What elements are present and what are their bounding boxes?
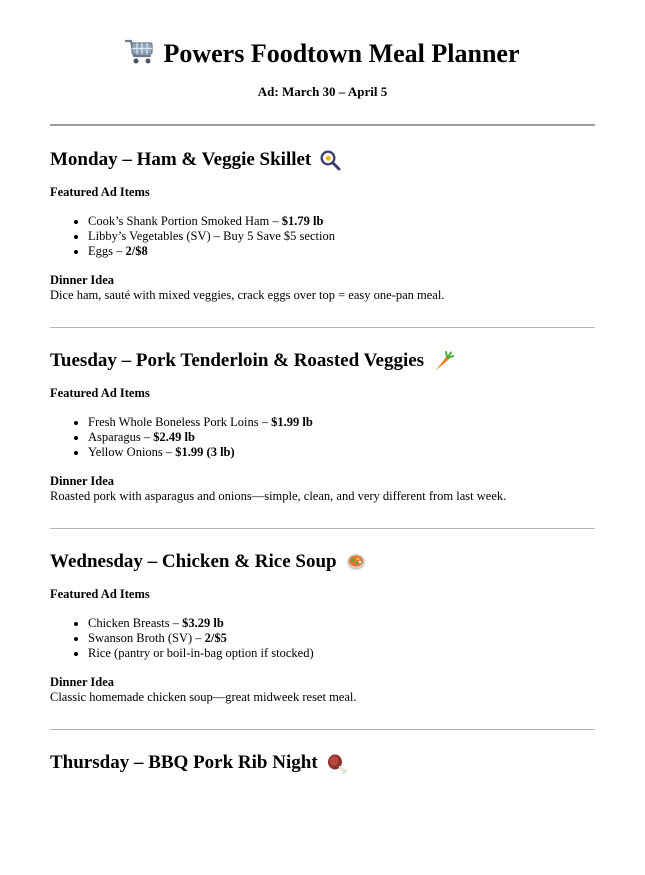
list-item — [88, 229, 595, 244]
section-divider — [50, 729, 595, 730]
list-item — [88, 214, 595, 229]
item-price: 2/$8 — [125, 244, 148, 258]
item-price: $1.99 lb — [271, 415, 313, 429]
day-section-wednesday — [50, 550, 595, 705]
day-section-monday — [50, 148, 595, 303]
soup-bowl-icon — [345, 551, 367, 573]
dinner-idea-text: Classic homemade chicken soup—great midweek reset meal. — [50, 690, 357, 704]
section-divider — [50, 327, 595, 328]
shopping-cart-icon — [125, 38, 155, 66]
day-title-text: Wednesday – Chicken & Rice Soup — [50, 551, 337, 572]
document-page — [0, 38, 645, 775]
item-price: $1.79 lb — [281, 214, 324, 228]
item-text: Rice (pantry or boil-in-bag option if stocked) — [88, 646, 314, 660]
item-price: $1.99 (3 lb) — [175, 445, 235, 459]
dinner-idea-text: Roasted pork with asparagus and onions—simple, clean, and very different from last week. — [50, 489, 507, 503]
list-item — [88, 631, 595, 646]
day-title-text: Tuesday – Pork Tenderloin & Roasted Veggies — [50, 350, 425, 371]
day-title-text: Monday – Ham & Veggie Skillet — [50, 149, 312, 170]
header-divider — [50, 124, 595, 126]
dinner-label: Dinner Idea — [50, 273, 115, 287]
dinner-idea-text: Dice ham, sauté with mixed veggies, crack eggs over top = easy one-pan meal. — [50, 288, 445, 302]
day-section-thursday — [50, 751, 595, 775]
meat-on-bone-icon — [326, 752, 348, 774]
item-text: Asparagus – — [88, 430, 154, 444]
carrot-icon — [432, 350, 454, 372]
featured-label: Featured Ad Items — [50, 386, 150, 400]
list-item — [88, 445, 595, 460]
list-item — [88, 430, 595, 445]
list-item — [88, 616, 595, 631]
day-title — [50, 148, 595, 172]
dinner-label: Dinner Idea — [50, 675, 115, 689]
featured-label: Featured Ad Items — [50, 185, 150, 199]
item-text: Cook’s Shank Portion Smoked Ham – — [88, 214, 282, 228]
item-text: Eggs – — [88, 244, 126, 258]
dinner-label: Dinner Idea — [50, 474, 115, 488]
item-price: $2.49 lb — [153, 430, 195, 444]
list-item — [88, 415, 595, 430]
item-text: Swanson Broth (SV) – — [88, 631, 205, 645]
day-title — [50, 550, 595, 574]
item-price: 2/$5 — [204, 631, 227, 645]
day-title-text: Thursday – BBQ Pork Rib Night — [50, 752, 318, 773]
featured-items-list — [50, 214, 595, 259]
item-text: Libby’s Vegetables (SV) – Buy 5 Save $5 section — [88, 229, 335, 243]
page-title — [50, 38, 595, 70]
section-divider — [50, 528, 595, 529]
title-text: Powers Foodtown Meal Planner — [163, 39, 520, 68]
list-item — [88, 244, 595, 259]
day-title — [50, 349, 595, 373]
featured-items-list — [50, 616, 595, 661]
item-text: Yellow Onions – — [88, 445, 176, 459]
featured-label: Featured Ad Items — [50, 587, 150, 601]
item-text: Chicken Breasts – — [88, 616, 183, 630]
ad-dates: Ad: March 30 – April 5 — [257, 84, 388, 99]
item-price: $3.29 lb — [182, 616, 224, 630]
list-item — [88, 646, 595, 661]
day-section-tuesday — [50, 349, 595, 504]
frying-pan-icon — [319, 149, 341, 171]
featured-items-list — [50, 415, 595, 460]
day-title — [50, 751, 595, 775]
item-text: Fresh Whole Boneless Pork Loins – — [88, 415, 272, 429]
